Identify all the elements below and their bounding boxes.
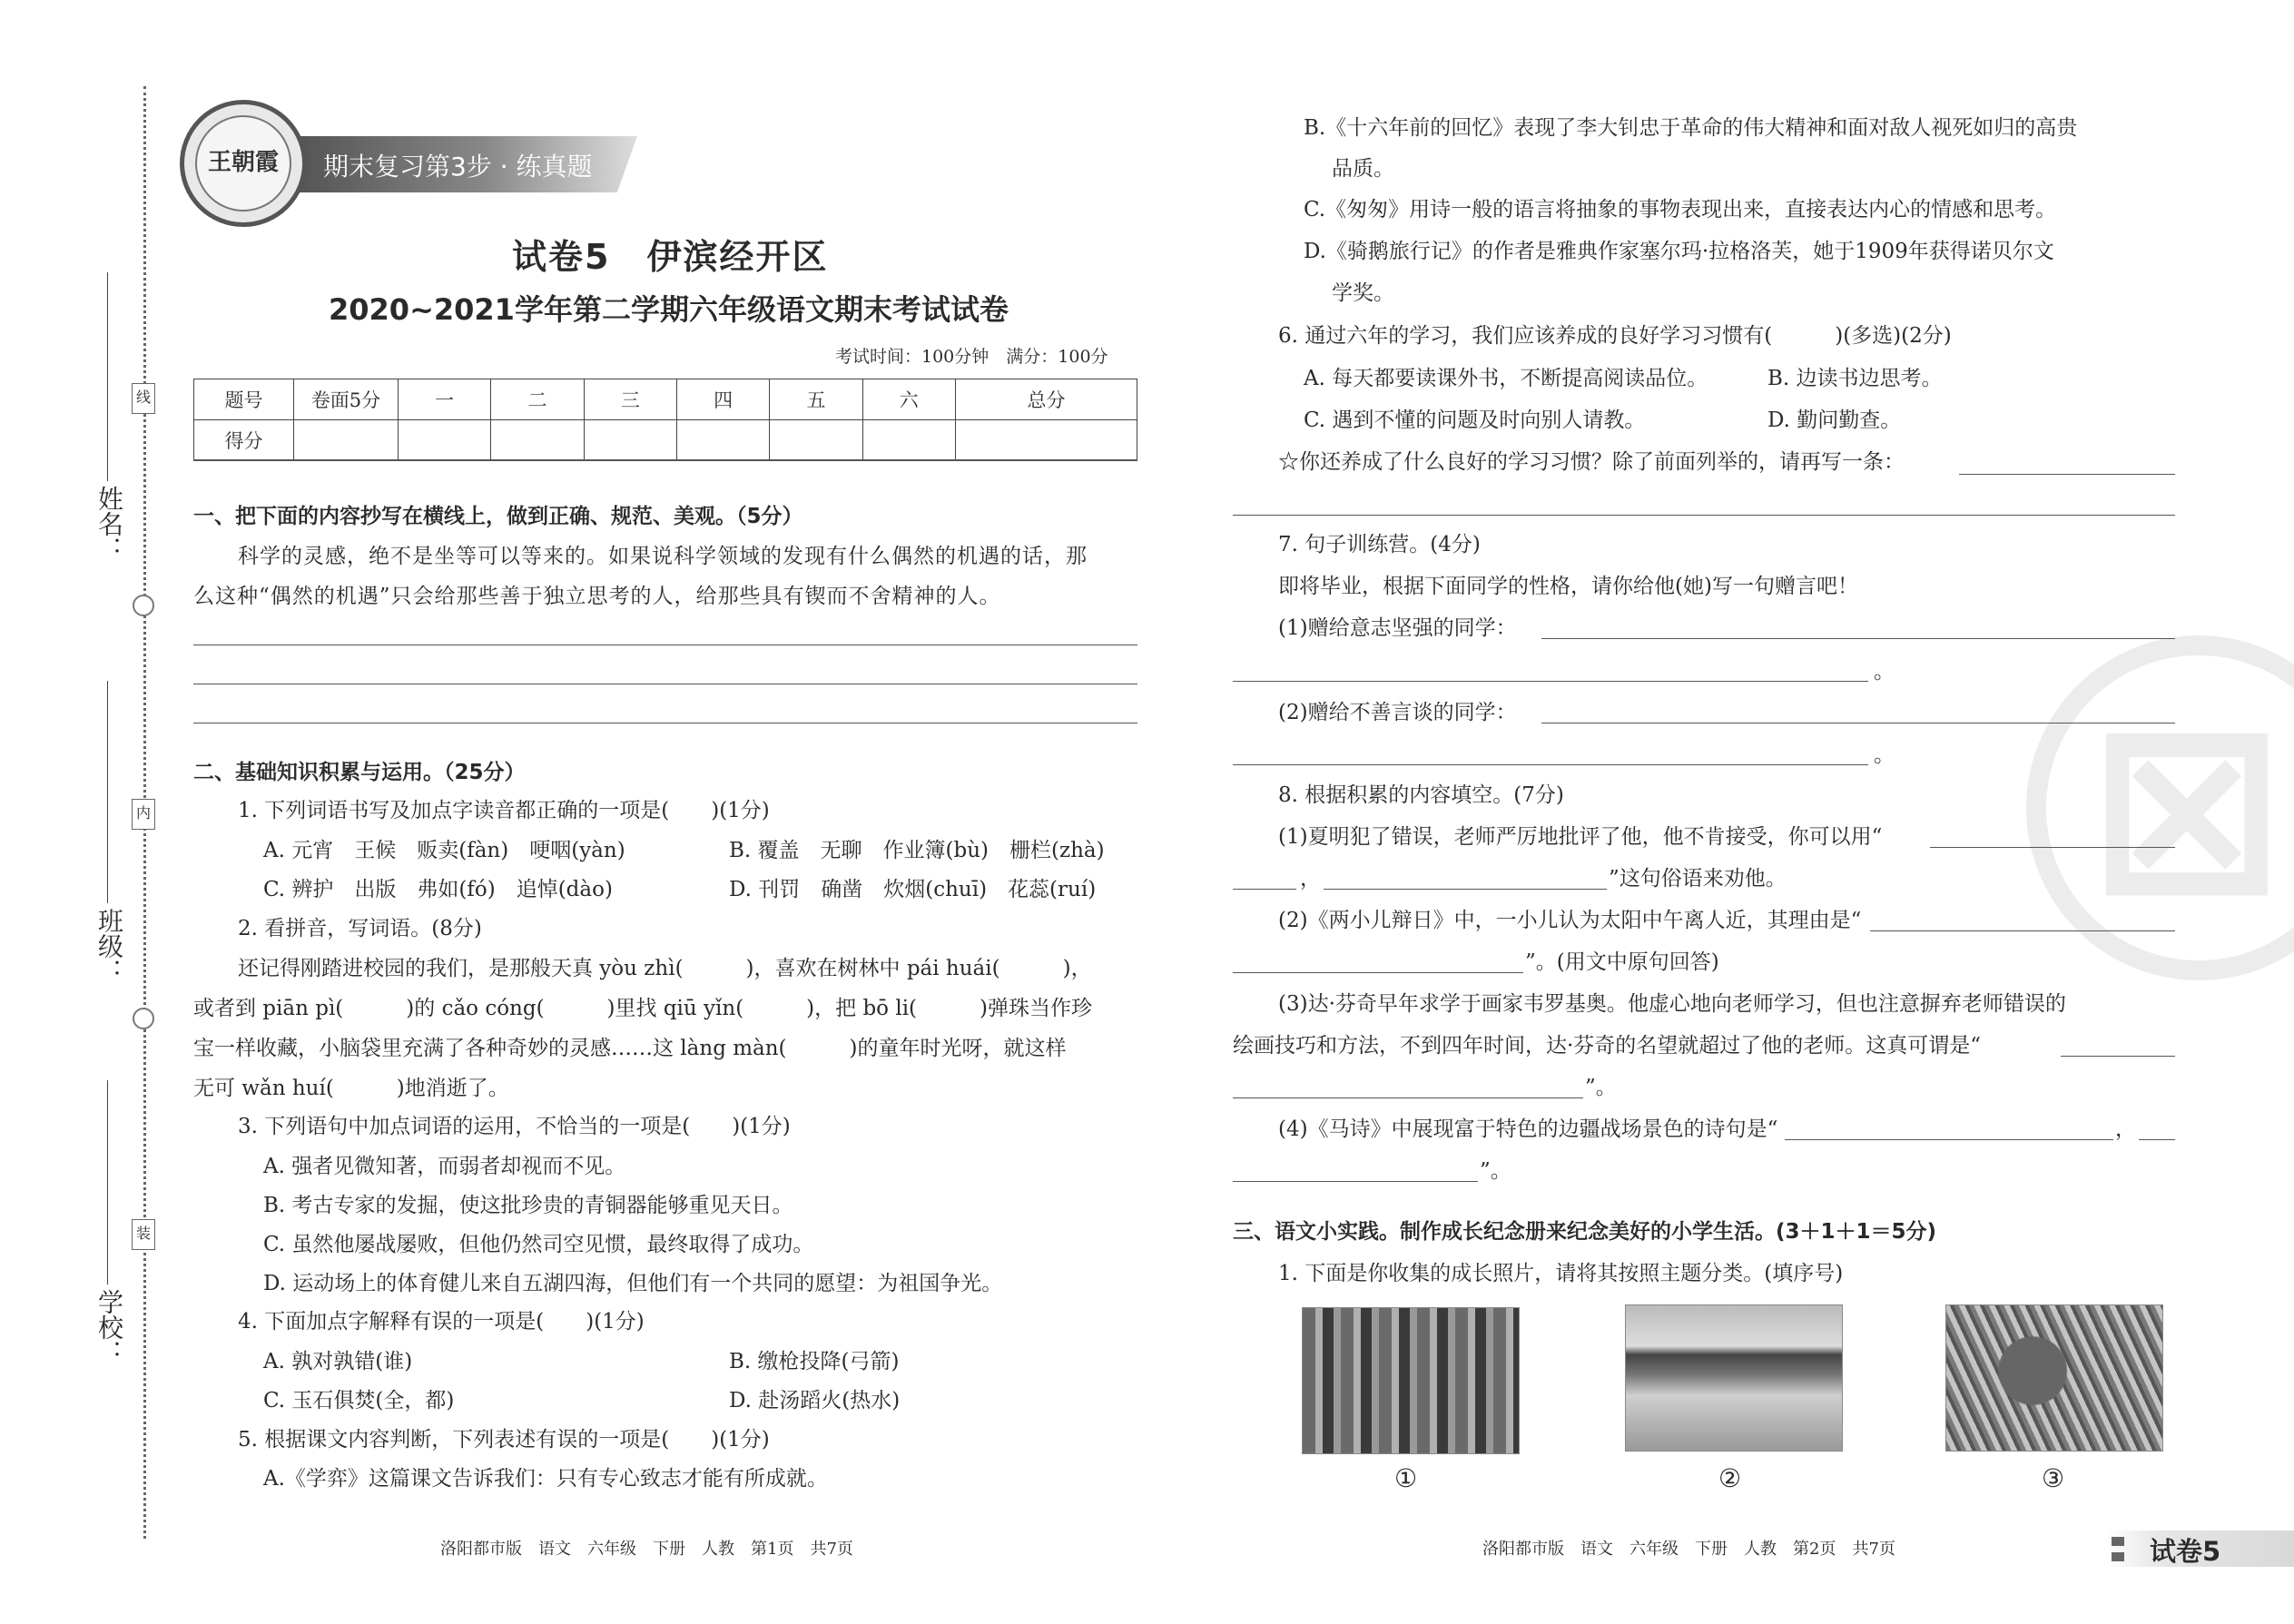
score-cell: 总分	[955, 379, 1137, 420]
growth-photo-planting	[1945, 1304, 2163, 1452]
score-cell: 六	[862, 379, 955, 420]
name-label: 姓名：	[94, 486, 124, 562]
score-cell: 一	[399, 379, 491, 420]
q4-option-b[interactable]: B. 缴枪投降(弓箭)	[729, 1350, 900, 1373]
q8-2-answer-line[interactable]	[1233, 972, 1523, 973]
question-4: 4. 下面加点字解释有误的一项是( )(1分)	[238, 1310, 645, 1334]
class-write-line[interactable]	[107, 681, 108, 903]
q6-option-a[interactable]: A. 每天都要读课外书，不断提高阅读品位。	[1304, 367, 1708, 390]
q2-passage-line-2: 或者到 piān pì( )的 cǎo cóng( )里找 qiū yǐn( )，把 bō li( )弹珠当作珍	[193, 997, 1092, 1020]
score-table-score-row	[194, 420, 1137, 461]
q8-item-4: (4)《马诗》中展现富于特色的边疆战场景色的诗句是“	[1278, 1117, 1778, 1141]
school-write-line[interactable]	[107, 1080, 108, 1284]
paper-title: 试卷5 伊滨经开区	[512, 237, 829, 277]
score-input-cell[interactable]	[955, 420, 1137, 461]
brand-logo-text: 王朝霞	[195, 115, 291, 212]
copy-text-line-1: 科学的灵感，绝不是坐等可以等来的。如果说科学领域的发现有什么偶然的机遇的话，那	[238, 545, 1088, 568]
question-2: 2. 看拼音，写词语。(8分)	[238, 917, 482, 940]
q8-2-answer-line[interactable]	[1870, 930, 2175, 931]
q8-4-answer-line[interactable]	[1785, 1139, 2113, 1140]
growth-photo-palace	[1625, 1304, 1843, 1452]
photo-number-1: ①	[1394, 1463, 1418, 1493]
q8-4-answer-line[interactable]	[2139, 1139, 2175, 1140]
comma: ，	[1300, 867, 1321, 891]
q2-passage-line-3: 宝一样收藏，小脑袋里充满了各种奇妙的灵感……这 làng màn( )的童年时光呀，就这样	[193, 1037, 1067, 1060]
section-2-title: 二、基础知识积累与运用。（25分）	[193, 761, 526, 784]
q8-item-1-end: ”这句俗语来劝他。	[1609, 867, 1787, 891]
score-input-cell[interactable]	[399, 420, 491, 461]
q8-item-3-line-2: 绘画技巧和方法，不到四年时间，达·芬奇的名望就超过了他的老师。这真可谓是“	[1233, 1034, 1982, 1058]
q1-option-b[interactable]: B. 覆盖 无聊 作业簿(bù) 栅栏(zhà)	[729, 839, 1105, 862]
q7-1-answer-line[interactable]	[1233, 681, 1868, 682]
q4-option-d[interactable]: D. 赴汤蹈火(热水)	[729, 1389, 901, 1412]
q8-3-answer-line[interactable]	[2061, 1056, 2175, 1057]
score-table-header-row	[194, 379, 1137, 420]
step-label: 期末复习第3步 · 练真题	[323, 152, 593, 182]
name-write-line[interactable]	[107, 272, 108, 481]
tab-marker	[2112, 1552, 2124, 1561]
brand-logo	[180, 100, 307, 227]
q6-extra-prompt: ☆你还养成了什么良好的学习习惯？除了前面列举的，请再写一条：	[1278, 450, 1905, 474]
score-cell: 题号	[194, 379, 294, 420]
score-input-cell[interactable]	[676, 420, 769, 461]
q7-2-answer-line[interactable]	[1233, 764, 1868, 765]
page-footer-left: 洛阳都市版 语文 六年级 下册 人教 第1页 共7页	[440, 1540, 853, 1559]
question-3: 3. 下列语句中加点词语的运用，不恰当的一项是( )(1分)	[238, 1115, 791, 1138]
section-3-question-1: 1. 下面是你收集的成长照片，请将其按照主题分类。(填序号)	[1278, 1262, 1844, 1285]
score-cell: 四	[676, 379, 769, 420]
score-cell: 得分	[194, 420, 294, 461]
q7-item-1: (1)赠给意志坚强的同学：	[1278, 616, 1517, 640]
q5-option-d-line-2: 学奖。	[1332, 281, 1394, 305]
paper-subtitle: 2020~2021学年第二学期六年级语文期末考试试卷	[329, 292, 1009, 327]
binding-hole	[133, 1008, 154, 1029]
q1-option-a[interactable]: A. 元宵 王候 贩卖(fàn) 哽咽(yàn)	[263, 839, 625, 862]
q8-1-answer-line[interactable]	[1930, 847, 2175, 848]
tab-marker	[2112, 1537, 2124, 1546]
q1-option-d[interactable]: D. 刊罚 确凿 炊烟(chuī) 花蕊(ruí)	[729, 878, 1097, 901]
score-table	[193, 379, 1137, 461]
q6-option-d[interactable]: D. 勤问勤查。	[1767, 408, 1902, 432]
score-cell: 卷面5分	[294, 379, 399, 420]
q8-item-3-end: ”。	[1585, 1076, 1617, 1099]
q2-passage-line-1: 还记得刚踏进校园的我们，是那般天真 yòu zhì( )，喜欢在树林中 pái huái( )，	[238, 957, 1092, 980]
q3-option-d[interactable]: D. 运动场上的体育健儿来自五湖四海，但他们有一个共同的愿望：为祖国争光。	[263, 1272, 1003, 1295]
q7-item-2: (2)赠给不善言谈的同学：	[1278, 701, 1517, 724]
q7-intro: 即将毕业，根据下面同学的性格，请你给他(她)写一句赠言吧！	[1278, 575, 1858, 598]
q3-option-c[interactable]: C. 虽然他屡战屡败，但他仍然司空见惯，最终取得了成功。	[263, 1233, 814, 1256]
score-cell: 三	[584, 379, 676, 420]
comma: ，	[2115, 1117, 2136, 1141]
q8-item-4-end: ”。	[1480, 1159, 1511, 1183]
question-1: 1. 下列词语书写及加点字读音都正确的一项是( )(1分)	[238, 799, 770, 822]
q2-passage-line-4: 无可 wǎn huí( )地消逝了。	[193, 1077, 509, 1100]
period: 。	[1874, 660, 1895, 684]
binding-hole	[133, 595, 154, 616]
q6-option-c[interactable]: C. 遇到不懂的问题及时向别人请教。	[1304, 408, 1646, 432]
q4-option-a[interactable]: A. 孰对孰错(谁)	[263, 1350, 413, 1373]
q8-item-1: (1)夏明犯了错误，老师严厉地批评了他，他不肯接受，你可以用“	[1278, 825, 1883, 849]
q5-option-a[interactable]: A.《学弈》这篇课文告诉我们：只有专心致志才能有所成就。	[263, 1467, 828, 1491]
q6-answer-line[interactable]	[1959, 474, 2175, 475]
score-input-cell[interactable]	[862, 420, 955, 461]
q8-item-2: (2)《两小儿辩日》中，一小儿认为太阳中午离人近，其理由是“	[1278, 909, 1862, 932]
period: 。	[1874, 743, 1895, 767]
binding-box-line: 线	[132, 383, 155, 414]
watermark-seal-glyph: ⊠	[2088, 671, 2286, 945]
photo-number-2: ②	[1718, 1463, 1742, 1493]
q8-item-2-end: ”。(用文中原句回答)	[1525, 950, 1719, 974]
q1-option-c[interactable]: C. 辨护 出版 弗如(fó) 追悼(dào)	[263, 878, 613, 901]
q8-4-answer-line[interactable]	[1233, 1181, 1478, 1182]
q5-option-c[interactable]: C.《匆匆》用诗一般的语言将抽象的事物表现出来，直接表达内心的情感和思考。	[1304, 198, 2057, 221]
q8-1-answer-line[interactable]	[1233, 889, 1296, 890]
score-cell: 二	[491, 379, 584, 420]
question-5: 5. 根据课文内容判断，下列表述有误的一项是( )(1分)	[238, 1428, 770, 1452]
q5-option-b-line-1[interactable]: B.《十六年前的回忆》表现了李大钊忠于革命的伟大精神和面对敌人视死如归的高贵	[1304, 116, 2078, 140]
question-8: 8. 根据积累的内容填空。(7分)	[1278, 783, 1564, 807]
q3-option-a[interactable]: A. 强者见微知著，而弱者却视而不见。	[263, 1155, 626, 1178]
copy-text-line-2: 么这种“偶然的机遇”只会给那些善于独立思考的人，给那些具有锲而不舍精神的人。	[193, 585, 1001, 608]
q4-option-c[interactable]: C. 玉石俱焚(全，都)	[263, 1389, 455, 1412]
growth-photo-group	[1302, 1307, 1520, 1454]
q6-option-b[interactable]: B. 边读书边思考。	[1767, 367, 1943, 390]
q8-3-answer-line[interactable]	[1233, 1097, 1583, 1098]
q5-option-b-line-2: 品质。	[1332, 157, 1394, 181]
binding-box-inside: 内	[132, 799, 155, 830]
q5-option-d-line-1[interactable]: D.《骑鹅旅行记》的作者是雅典作家塞尔玛·拉格洛芙，她于1909年获得诺贝尔文	[1304, 240, 2054, 263]
section-3-title: 三、语文小实践。制作成长纪念册来纪念美好的小学生活。(3＋1＋1＝5分)	[1233, 1220, 1937, 1244]
q7-1-answer-line[interactable]	[1541, 638, 2175, 639]
section-1-title: 一、把下面的内容抄写在横线上，做到正确、规范、美观。（5分）	[193, 505, 803, 528]
score-input-cell[interactable]	[584, 420, 676, 461]
q8-item-3-line-1: (3)达·芬奇早年求学于画家韦罗基奥。他虚心地向老师学习，但也注意摒弃老师错误的	[1278, 992, 2066, 1016]
exam-info: 考试时间：100分钟 满分：100分	[835, 347, 1108, 367]
binding-box-bind: 装	[132, 1219, 155, 1250]
class-label: 班级：	[94, 908, 124, 984]
paper-tab-label: 试卷5	[2150, 1536, 2221, 1567]
question-7: 7. 句子训练营。(4分)	[1278, 533, 1481, 556]
score-input-cell[interactable]	[770, 420, 862, 461]
q3-option-b[interactable]: B. 考古专家的发掘，使这批珍贵的青铜器能够重见天日。	[263, 1194, 793, 1217]
score-cell: 五	[770, 379, 862, 420]
score-input-cell[interactable]	[491, 420, 584, 461]
section-divider	[193, 459, 1137, 461]
school-label: 学校：	[94, 1289, 124, 1365]
score-input-cell[interactable]	[294, 420, 399, 461]
q6-answer-line[interactable]	[1233, 515, 2175, 516]
page-footer-right: 洛阳都市版 语文 六年级 下册 人教 第2页 共7页	[1482, 1540, 1895, 1559]
q8-1-answer-line[interactable]	[1324, 889, 1607, 890]
photo-number-3: ③	[2042, 1463, 2065, 1493]
question-6: 6. 通过六年的学习，我们应该养成的良好学习习惯有( )(多选)(2分)	[1278, 324, 1952, 348]
